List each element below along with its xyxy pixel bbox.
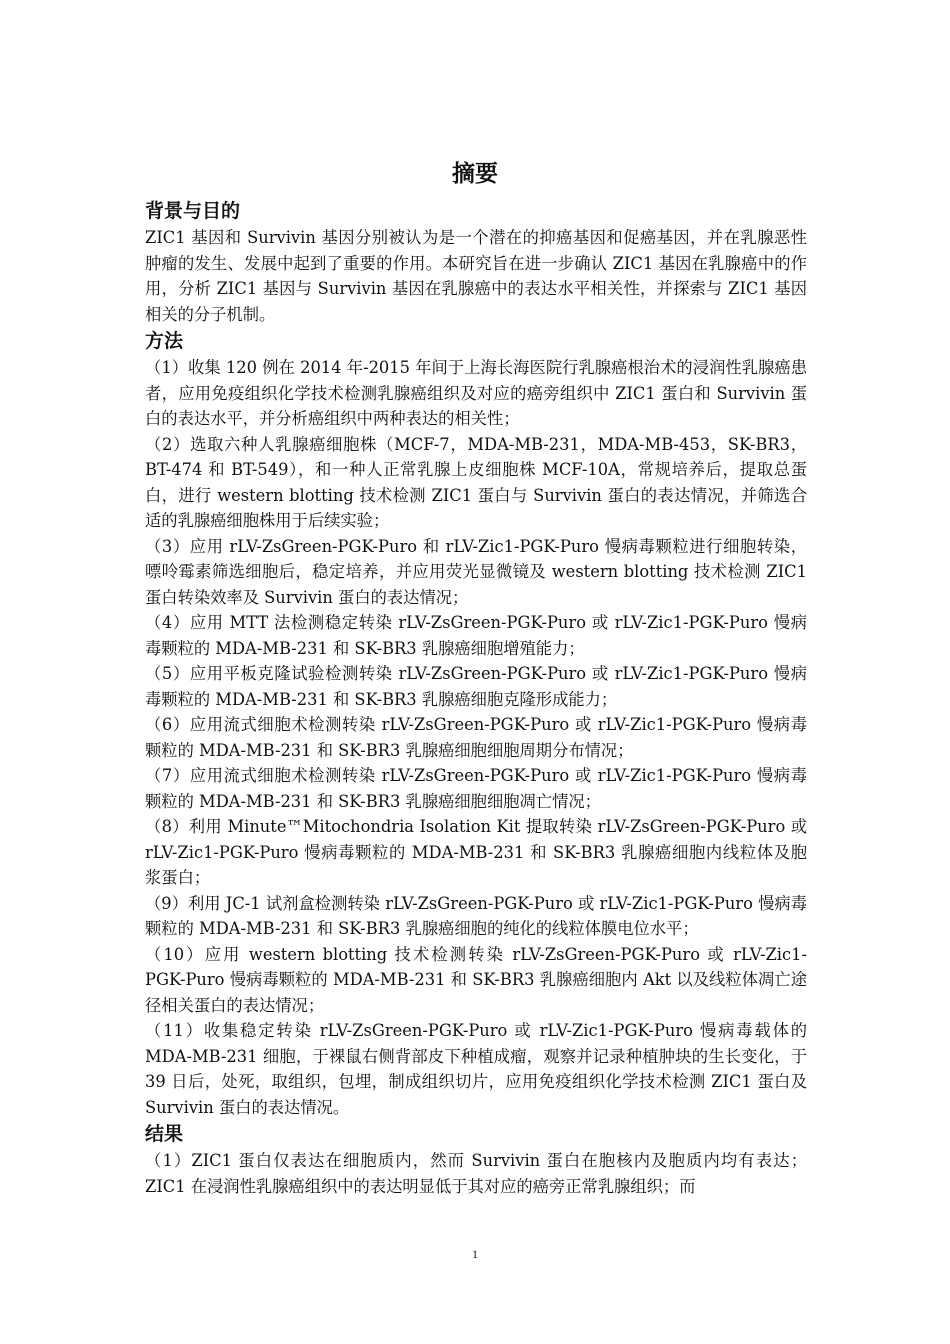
background-heading: 背景与目的 (145, 200, 241, 222)
methods-item-10: （10）应用 western blotting 技术检测转染 rLV-ZsGreen-PGK-Puro 或 rLV-Zic1-PGK-Puro 慢病毒颗粒的 MDA-MB-231 和 SK-BR3 乳腺癌细胞内 Akt 以及线粒体凋亡途径相关蛋白的表达情况； (145, 944, 807, 1015)
methods-item-8: （8）利用 Minute™Mitochondria Isolation Kit 提取转染 rLV-ZsGreen-PGK-Puro 或 rLV-Zic1-PGK-Puro 慢病毒颗粒的 MDA-MB-231 和 SK-BR3 乳腺癌细胞内线粒体及胞浆蛋白； (145, 817, 807, 887)
methods-heading: 方法 (145, 330, 184, 352)
background-paragraph: ZIC1 基因和 Survivin 基因分别被认为是一个潜在的抑癌基因和促癌基因，并在乳腺恶性肿瘤的发生、发展中起到了重要的作用。本研究旨在进一步确认 ZIC1 基因在乳腺癌中的作用，分析 ZIC1 基因与 Survivin 基因在乳腺癌中的表达水平相关性，并探索与 ZIC1 基因相关的分子机制。 (145, 228, 807, 324)
results-paragraph: （1）ZIC1 蛋白仅表达在细胞质内，然而 Survivin 蛋白在胞核内及胞质内均有表达；ZIC1 在浸润性乳腺癌组织中的表达明显低于其对应的癌旁正常乳腺组织；而 (145, 1151, 807, 1196)
methods-item-11: （11）收集稳定转染 rLV-ZsGreen-PGK-Puro 或 rLV-Zic1-PGK-Puro 慢病毒载体的 MDA-MB-231 细胞，于裸鼠右侧背部皮下种植成瘤，观察并记录种植肿块的生长变化，于 39 日后，处死，取组织，包埋，制成组织切片，应用免疫组织化学技术检测 ZIC1 蛋白及 Survivin 蛋白的表达情况。 (145, 1021, 807, 1117)
methods-item-3: （3）应用 rLV-ZsGreen-PGK-Puro 和 rLV-Zic1-PGK-Puro 慢病毒颗粒进行细胞转染，嘌呤霉素筛选细胞后，稳定培养，并应用荧光显微镜及 western blotting 技术检测 ZIC1 蛋白转染效率及 Survivin 蛋白的表达情况； (145, 536, 807, 607)
methods-item-9: （9）利用 JC-1 试剂盒检测转染 rLV-ZsGreen-PGK-Puro 或 rLV-Zic1-PGK-Puro 慢病毒颗粒的 MDA-MB-231 和 SK-BR3 乳腺癌细胞的纯化的线粒体膜电位水平； (145, 893, 807, 938)
methods-item-2: （2）选取六种人乳腺癌细胞株（MCF-7，MDA-MB-231，MDA-MB-453，SK-BR3，BT-474 和 BT-549），和一种人正常乳腺上皮细胞株 MCF-10A，常规培养后，提取总蛋白，进行 western blotting 技术检测 ZIC1 蛋白与 Survivin 蛋白的表达情况，并筛选合适的乳腺癌细胞株用于后续实验； (145, 434, 807, 530)
page-title: 摘要 (452, 161, 498, 187)
results-heading: 结果 (145, 1123, 184, 1145)
methods-item-6: （6）应用流式细胞术检测转染 rLV-ZsGreen-PGK-Puro 或 rLV-Zic1-PGK-Puro 慢病毒颗粒的 MDA-MB-231 和 SK-BR3 乳腺癌细胞细胞周期分布情况； (145, 715, 807, 760)
methods-item-5: （5）应用平板克隆试验检测转染 rLV-ZsGreen-PGK-Puro 或 rLV-Zic1-PGK-Puro 慢病毒颗粒的 MDA-MB-231 和 SK-BR3 乳腺癌细胞克隆形成能力； (145, 664, 807, 709)
methods-item-7: （7）应用流式细胞术检测转染 rLV-ZsGreen-PGK-Puro 或 rLV-Zic1-PGK-Puro 慢病毒颗粒的 MDA-MB-231 和 SK-BR3 乳腺癌细胞细胞凋亡情况； (145, 766, 807, 811)
abstract-body (145, 197, 807, 1199)
methods-item-4: （4）应用 MTT 法检测稳定转染 rLV-ZsGreen-PGK-Puro 或 rLV-Zic1-PGK-Puro 慢病毒颗粒的 MDA-MB-231 和 SK-BR3 乳腺癌细胞增殖能力； (145, 613, 807, 658)
page-number: 1 (472, 1247, 478, 1261)
methods-item-1: （1）收集 120 例在 2014 年-2015 年间于上海长海医院行乳腺癌根治术的浸润性乳腺癌患者，应用免疫组织化学技术检测乳腺癌组织及对应的癌旁组织中 ZIC1 蛋白和 Survivin 蛋白的表达水平，并分析癌组织中两种表达的相关性； (145, 358, 807, 428)
